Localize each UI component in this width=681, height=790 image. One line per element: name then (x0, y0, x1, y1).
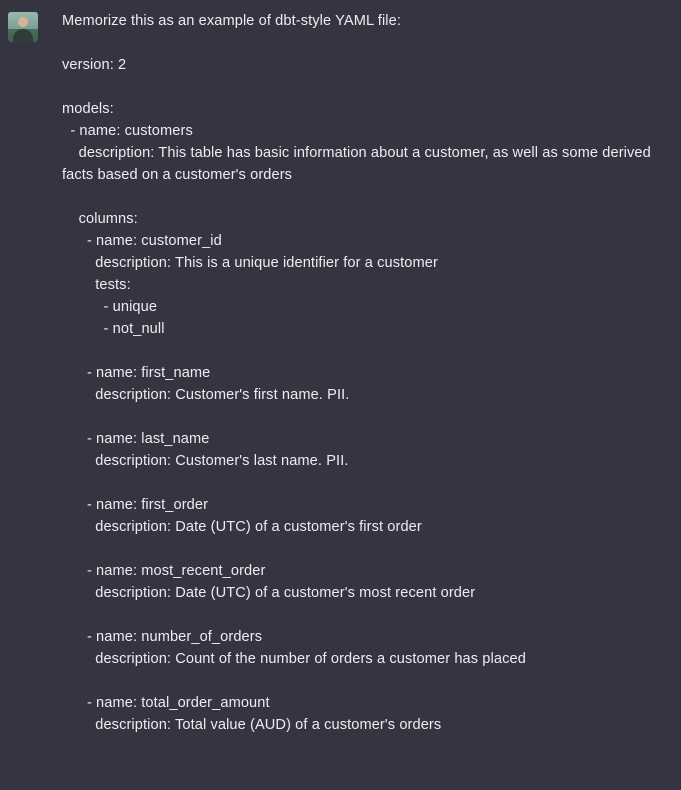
message-line (62, 604, 671, 626)
message-line: description: Date (UTC) of a customer's first order (62, 519, 422, 535)
message-line: tests: (62, 277, 131, 293)
message-line (62, 32, 671, 54)
message-line: - name: most_recent_order (62, 563, 266, 579)
message-line: version: 2 (62, 57, 127, 73)
message-line: - not_null (62, 321, 165, 337)
message-content (38, 10, 675, 736)
avatar-body (13, 29, 33, 42)
message-line (62, 406, 671, 428)
avatar-head (18, 17, 28, 27)
message-line: models: (62, 101, 114, 117)
message-line: - name: last_name (62, 431, 210, 447)
message-line: description: Total value (AUD) of a customer's orders (62, 717, 442, 733)
message-line: - unique (62, 299, 158, 315)
message-line (62, 186, 671, 208)
message-line: description: Customer's first name. PII. (62, 387, 350, 403)
message-line: description: Count of the number of orders a customer has placed (62, 651, 526, 667)
message-line: Memorize this as an example of dbt-style YAML file: (62, 13, 402, 29)
message-line (62, 670, 671, 692)
message-line: - name: first_order (62, 497, 209, 513)
message-line (62, 76, 671, 98)
message-line: description: Customer's last name. PII. (62, 453, 349, 469)
message-line: description: Date (UTC) of a customer's most recent order (62, 585, 476, 601)
message-line (62, 472, 671, 494)
message-line: - name: first_name (62, 365, 211, 381)
message-line: - name: total_order_amount (62, 695, 270, 711)
message-line: - name: number_of_orders (62, 629, 263, 645)
message-line: description: This is a unique identifier for a customer (62, 255, 438, 271)
message-line: - name: customers (62, 123, 193, 139)
message-line: columns: (62, 211, 138, 227)
message-line: description: This table has basic information about a customer, as well as some derived facts based on a customer's orders (62, 145, 655, 183)
avatar (8, 12, 38, 42)
message-line (62, 538, 671, 560)
message-line (62, 340, 671, 362)
message-line: - name: customer_id (62, 233, 222, 249)
